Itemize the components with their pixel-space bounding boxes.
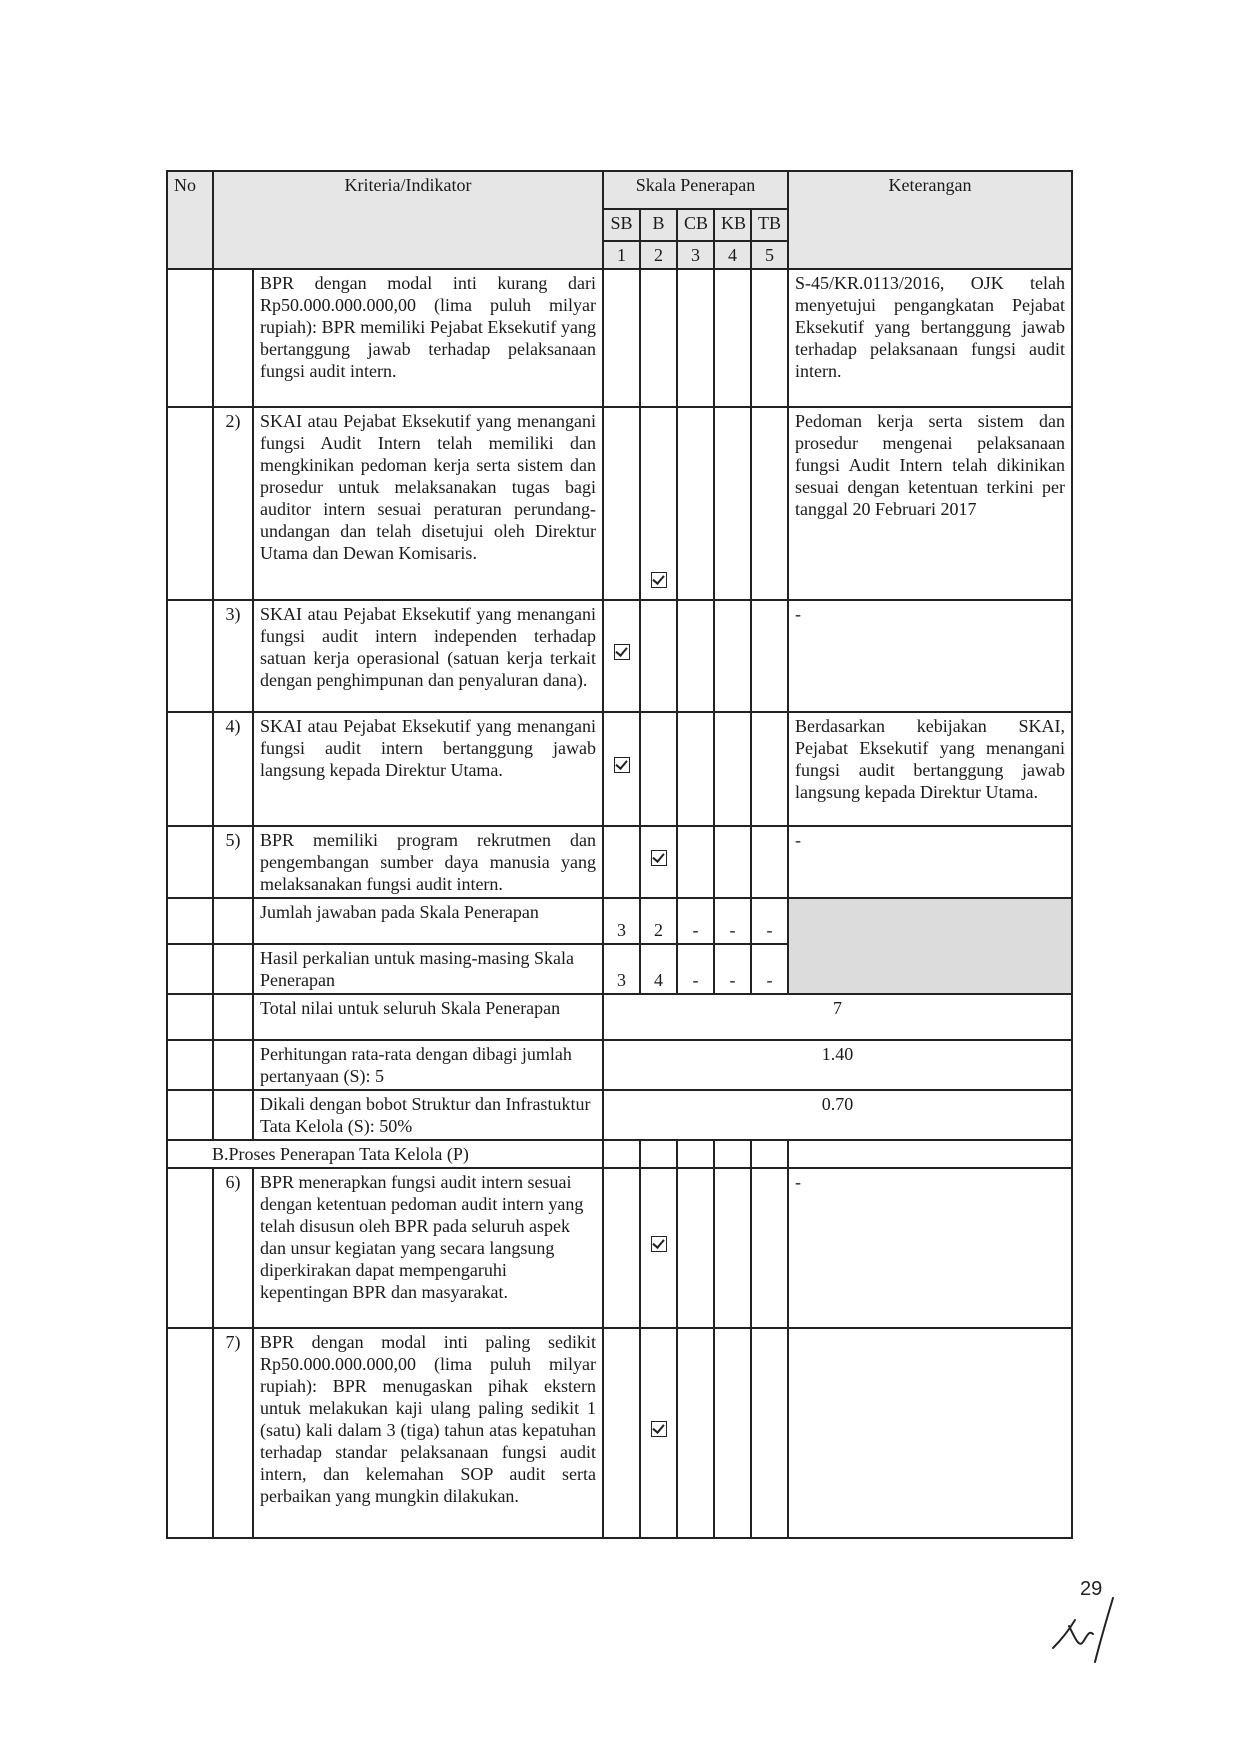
table-row (167, 269, 1072, 407)
header-kriteria: Kriteria/Indikator (213, 171, 603, 269)
header-keterangan: Keterangan (788, 171, 1072, 269)
section-title: B.Proses Penerapan Tata Kelola (P) (167, 1140, 603, 1168)
checked-box (640, 407, 677, 600)
checked-box (640, 1168, 677, 1328)
summary-value: - (677, 944, 714, 994)
empty-cell (167, 269, 213, 407)
checked-box (603, 712, 640, 826)
skala-code: KB (714, 209, 751, 241)
checkbox-icon (651, 850, 667, 866)
skala-value: 2 (640, 241, 677, 269)
summary-value: 3 (603, 898, 640, 944)
summary-label: Perhitungan rata-rata dengan dibagi jumlah pertanyaan (S): 5 (253, 1040, 603, 1090)
checked-box (640, 1328, 677, 1538)
summary-value: - (714, 898, 751, 944)
table-row (167, 407, 1072, 600)
criteria-text: SKAI atau Pejabat Eksekutif yang menangani fungsi audit intern bertanggung jawab langsung kepada Direktur Utama. (253, 712, 603, 826)
note-text (788, 1328, 1072, 1538)
summary-label: Total nilai untuk seluruh Skala Penerapan (253, 994, 603, 1040)
row-number: 3) (213, 600, 253, 712)
row-number: 6) (213, 1168, 253, 1328)
checked-box (603, 600, 640, 712)
summary-row (167, 898, 1072, 944)
criteria-text: BPR memiliki program rekrutmen dan pengembangan sumber daya manusia yang melaksanakan fungsi audit intern. (253, 826, 603, 898)
summary-average: 1.40 (603, 1040, 1072, 1090)
skala-code: TB (751, 209, 788, 241)
summary-row (167, 1090, 1072, 1140)
summary-row (167, 1040, 1072, 1090)
row-number (213, 269, 253, 407)
skala-code: SB (603, 209, 640, 241)
note-text: Berdasarkan kebijakan SKAI, Pejabat Eksekutif yang menangani fungsi audit bertanggung jawab langsung kepada Direktur Utama. (788, 712, 1072, 826)
checkbox-icon (651, 572, 667, 588)
skala-value: 4 (714, 241, 751, 269)
page-number: 29 (1080, 1578, 1103, 1600)
summary-weighted: 0.70 (603, 1090, 1072, 1140)
criteria-text: SKAI atau Pejabat Eksekutif yang menangani fungsi Audit Intern telah memiliki dan mengkinikan pedoman kerja serta sistem dan prosedur untuk melaksanakan tugas bagi auditor intern sesuai peraturan perundang-undangan dan telah disetujui oleh Direktur Utama dan Dewan Komisaris. (253, 407, 603, 600)
row-number: 2) (213, 407, 253, 600)
summary-value: - (677, 898, 714, 944)
summary-value: - (751, 944, 788, 994)
signature-mark (1045, 1590, 1145, 1670)
header-no: No (167, 171, 213, 269)
summary-label: Jumlah jawaban pada Skala Penerapan (253, 898, 603, 944)
skala-value: 1 (603, 241, 640, 269)
summary-value: 3 (603, 944, 640, 994)
summary-label: Dikali dengan bobot Struktur dan Infrastuktur Tata Kelola (S): 50% (253, 1090, 603, 1140)
shaded-cell (788, 898, 1072, 994)
summary-value: - (751, 898, 788, 944)
row-number: 5) (213, 826, 253, 898)
note-text: S-45/KR.0113/2016, OJK telah menyetujui pengangkatan Pejabat Eksekutif yang bertanggung jawab terhadap pelaksanaan fungsi audit intern. (788, 269, 1072, 407)
note-text: - (788, 826, 1072, 898)
table-row (167, 826, 1072, 898)
table-row (167, 1328, 1072, 1538)
criteria-text: BPR dengan modal inti paling sedikit Rp50.000.000.000,00 (lima puluh milyar rupiah): BPR menugaskan pihak ekstern untuk melakukan kaji ulang paling sedikit 1 (satu) kali dalam 3 (tiga) tahun atas kepatuhan terhadap standar pelaksanaan fungsi audit intern, dan kelemahan SOP audit serta perbaikan yang mungkin dilakukan. (253, 1328, 603, 1538)
checkbox-icon (651, 1421, 667, 1437)
checkbox-icon (651, 1236, 667, 1252)
criteria-text: SKAI atau Pejabat Eksekutif yang menangani fungsi audit intern independen terhadap satuan kerja operasional (satuan kerja terkait dengan penghimpunan dan penyaluran dana). (253, 600, 603, 712)
table-row (167, 600, 1072, 712)
assessment-table (166, 170, 1073, 1539)
table-row (167, 712, 1072, 826)
note-text: Pedoman kerja serta sistem dan prosedur mengenai pelaksanaan fungsi Audit Intern telah dikinikan sesuai dengan ketentuan terkini per tanggal 20 Februari 2017 (788, 407, 1072, 600)
checkbox-icon (614, 644, 630, 660)
summary-value: 2 (640, 898, 677, 944)
summary-value: 4 (640, 944, 677, 994)
skala-value: 5 (751, 241, 788, 269)
section-row (167, 1140, 1072, 1168)
header-skala: Skala Penerapan (603, 171, 788, 209)
note-text: - (788, 1168, 1072, 1328)
summary-label: Hasil perkalian untuk masing-masing Skala Penerapan (253, 944, 603, 994)
criteria-text: BPR dengan modal inti kurang dari Rp50.000.000.000,00 (lima puluh milyar rupiah): BPR memiliki Pejabat Eksekutif yang bertanggung jawab terhadap pelaksanaan fungsi audit intern. (253, 269, 603, 407)
summary-value: - (714, 944, 751, 994)
table-row (167, 1168, 1072, 1328)
checked-box (640, 826, 677, 898)
summary-row (167, 994, 1072, 1040)
note-text: - (788, 600, 1072, 712)
skala-code: CB (677, 209, 714, 241)
row-number: 7) (213, 1328, 253, 1538)
skala-value: 3 (677, 241, 714, 269)
summary-total: 7 (603, 994, 1072, 1040)
skala-code: B (640, 209, 677, 241)
checkbox-icon (614, 757, 630, 773)
row-number: 4) (213, 712, 253, 826)
criteria-text: BPR menerapkan fungsi audit intern sesuai dengan ketentuan pedoman audit intern yang telah disusun oleh BPR pada seluruh aspek dan unsur kegiatan yang secara langsung diperkirakan dapat mempengaruhi kepentingan BPR dan masyarakat. (253, 1168, 603, 1328)
